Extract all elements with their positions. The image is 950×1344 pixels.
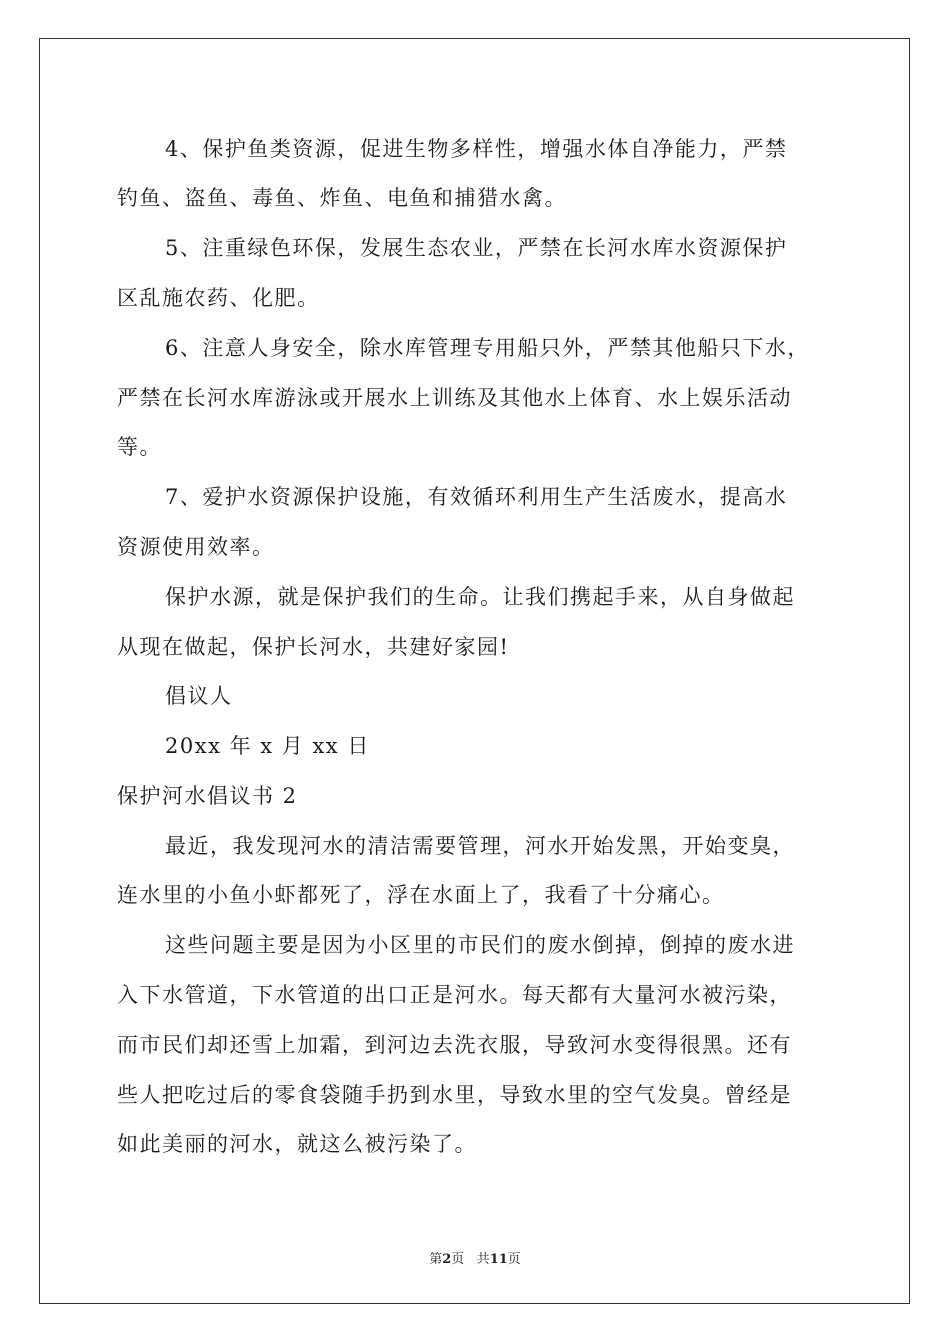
paragraph-6-line-3: 等。 <box>117 435 162 459</box>
body-paragraph-2-line-3: 而市民们却还雪上加霜，到河边去洗衣服，导致河水变得很黑。还有 <box>117 1033 792 1057</box>
footer-current-page: 2 <box>442 1252 452 1267</box>
body-paragraph-2-line-2: 入下水管道，下水管道的出口正是河水。每天都有大量河水被污染， <box>117 983 792 1007</box>
footer-total-suffix: 页 <box>507 1252 521 1267</box>
footer-prefix: 第 <box>429 1252 443 1267</box>
paragraph-5-line-2: 区乱施农药、化肥。 <box>117 286 320 310</box>
page-footer <box>0 1248 950 1267</box>
footer-page-suffix: 页 <box>451 1252 465 1267</box>
paragraph-5-line-1: 5、注重绿色环保，发展生态农业，严禁在长河水库水资源保护 <box>165 236 788 260</box>
body-paragraph-2-line-5: 如此美丽的河水，就这么被污染了。 <box>117 1132 477 1156</box>
closing-line-1: 保护水源，就是保护我们的生命。让我们携起手来，从自身做起 <box>165 585 795 609</box>
closing-line-2: 从现在做起，保护长河水，共建好家园! <box>117 635 510 659</box>
paragraph-4-line-1: 4、保护鱼类资源，促进生物多样性，增强水体自净能力，严禁 <box>165 137 788 161</box>
date-line: 20xx 年 x 月 xx 日 <box>165 734 370 758</box>
body-paragraph-1-line-2: 连水里的小鱼小虾都死了，浮在水面上了，我看了十分痛心。 <box>117 883 725 907</box>
signatory-label: 倡议人 <box>165 684 233 708</box>
footer-total-pages: 11 <box>489 1252 508 1267</box>
paragraph-6-line-1: 6、注意人身安全，除水库管理专用船只外，严禁其他船只下水， <box>165 336 810 360</box>
paragraph-4-line-2: 钓鱼、盗鱼、毒鱼、炸鱼、电鱼和捕猎水禽。 <box>117 186 567 210</box>
body-paragraph-2-line-4: 些人把吃过后的零食袋随手扔到水里，导致水里的空气发臭。曾经是 <box>117 1083 792 1107</box>
footer-total-prefix: 共 <box>476 1252 490 1267</box>
paragraph-7-line-1: 7、爱护水资源保护设施，有效循环利用生产生活废水，提高水 <box>165 485 788 509</box>
body-paragraph-2-line-1: 这些问题主要是因为小区里的市民们的废水倒掉，倒掉的废水进 <box>165 933 795 957</box>
section-title: 保护河水倡议书 2 <box>117 784 298 808</box>
paragraph-7-line-2: 资源使用效率。 <box>117 535 275 559</box>
page-border <box>39 38 910 1304</box>
paragraph-6-line-2: 严禁在长河水库游泳或开展水上训练及其他水上体育、水上娱乐活动 <box>117 386 792 410</box>
body-paragraph-1-line-1: 最近，我发现河水的清洁需要管理，河水开始发黑，开始变臭， <box>165 834 795 858</box>
